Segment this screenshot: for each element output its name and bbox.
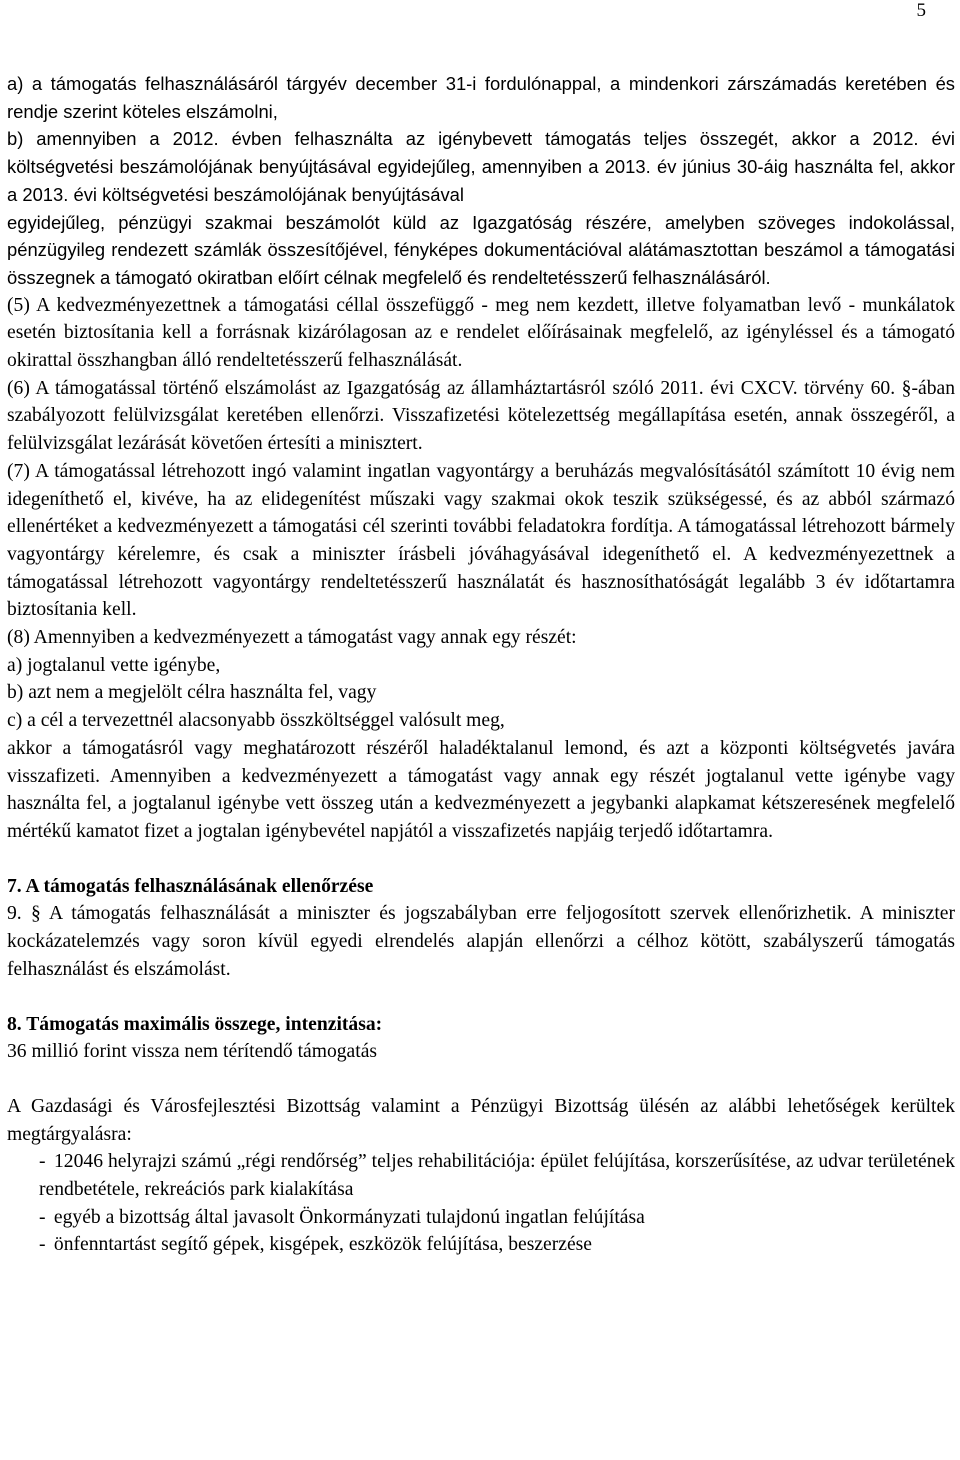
paragraph-5: (5) A kedvezményezettnek a támogatási céllal összefüggő - meg nem kezdett, illetve folyamatban levő - munkálatok esetén biztosítania kell a forrásnak kizárólagosan az e rendelet előírásainak megfelelő, az igényléssel és a támogató okirattal összhangban álló rendeltetésszerű felhasználását. <box>7 294 955 372</box>
paragraph-8-c: c) a cél a tervezettnél alacsonyabb összköltséggel valósult meg, <box>7 710 505 732</box>
list-item-text: önfenntartást segítő gépek, kisgépek, eszközök felújítása, beszerzése <box>53 1234 592 1256</box>
dash-bullet: - <box>39 1206 46 1228</box>
spacer <box>7 846 955 873</box>
paragraph-a <box>7 70 955 125</box>
list-item <box>39 1231 955 1259</box>
list-item <box>39 1204 955 1232</box>
paragraph-8-intro: (8) Amennyiben a kedvezményezett a támogatást vagy annak egy részét: <box>7 627 577 649</box>
paragraph-8-rest: akkor a támogatásról vagy meghatározott részéről haladéktalanul lemond, és azt a központi költségvetés javára visszafizeti. Amennyiben a kedvezményezett a támogatást vagy annak egy részét jogtalanul vette igénybe vagy használta fel, a jogtalanul igénybe vett összeg után a kedvezményezett a jegybanki alapkamat kétszeresének megfelelő mértékű kamatot fizet a jogtalan igénybevétel napjától a visszafizetés napjáig terjedő időtartamra. <box>7 737 955 842</box>
dash-bullet: - <box>39 1234 46 1256</box>
paragraph-6: (6) A támogatással történő elszámolást az Igazgatóság az államháztartásról szóló 2011. évi CXCV. törvény 60. §-ában szabályozott felülvizsgálat keretében ellenőrzi. Visszafizetési kötelezettség megállapítása esetén, annak összegéről, a felülvizsgálat lezárását követően értesíti a minisztert. <box>7 377 955 455</box>
section-7-text: 9. § A támogatás felhasználását a miniszter és jogszabályban erre feljogosított szervek ellenőrizhetik. A miniszter kockázatelemzés vagy soron kívül egyedi elrendelés alapján ellenőrzi a célhoz kötött, szabályszerű támogatás felhasználást és elszámolást. <box>7 903 955 980</box>
committee-intro: A Gazdasági és Városfejlesztési Bizottság valamint a Pénzügyi Bizottság ülésén az alábbi lehetőségek kerültek megtárgyalásra: <box>7 1095 955 1145</box>
item-a-prefix: a) <box>7 73 24 94</box>
section-7-heading: 7. A támogatás felhasználásának ellenőrzése <box>7 875 374 897</box>
section-8-heading: 8. Támogatás maximális összege, intenzitása: <box>7 1013 383 1035</box>
list-item-text: 12046 helyrajzi számú „régi rendőrség” teljes rehabilitációja: épület felújítása, korszerűsítése, az udvar területének rendbetétele, rekreációs park kialakítása <box>39 1151 955 1201</box>
list-item <box>39 1148 955 1203</box>
list-item-text: egyéb a bizottság által javasolt Önkormányzati tulajdonú ingatlan felújítása <box>53 1206 645 1228</box>
paragraph-8-a: a) jogtalanul vette igénybe, <box>7 654 221 676</box>
paragraph-b-part1: b) amennyiben a 2012. évben felhasználta az igénybevett támogatás teljes összegét, akkor a 2012. évi költségvetési beszámolójának benyújtásával egyidejűleg, amennyiben a 2013. év június 30-áig használta fel, akkor a 2013. évi költségvetési beszámolójának benyújtásával <box>7 128 955 205</box>
paragraph-b-part2: egyidejűleg, pénzügyi szakmai beszámolót küld az Igazgatóság részére, amelyben szöveges indokolással, pénzügyileg rendezett számlák összesítőjével, fényképes dokumentációval alátámasztottan beszámol a támogatási összegnek a támogató okiratban előírt célnak megfelelő és rendeltetésszerű felhasználásáról. <box>7 211 955 288</box>
item-a-text: a támogatás felhasználásáról tárgyév december 31-i fordulónappal, a mindenkori zárszámadás keretében és rendje szerint köteles elszámolni, <box>7 73 955 122</box>
spacer <box>7 984 955 1011</box>
section-8-amount: 36 millió forint vissza nem térítendő támogatás <box>7 1041 378 1063</box>
paragraph-8-b: b) azt nem a megjelölt célra használta fel, vagy <box>7 682 377 704</box>
paragraph-7: (7) A támogatással létrehozott ingó valamint ingatlan vagyontárgy a beruházás megvalósításától számított 10 évig nem idegeníthető el, kivéve, ha az elidegenítést műszaki vagy szakmai okok teszik szükségessé, és az abból származó ellenértéket a kedvezményezett a támogatási cél szerinti további feladatokra fordítja. A támogatással létrehozott bármely vagyontárgy kérelemre, és csak a miniszter írásbeli jóváhagyásával idegeníthető el. A kedvezményezettnek a támogatással létrehozott vagyontárgy rendeltetésszerű használatát és hasznosíthatóságát legalább 3 év időtartamra biztosítania kell. <box>7 460 955 621</box>
document-body <box>7 70 955 1259</box>
spacer <box>7 1066 955 1093</box>
page-number: 5 <box>916 0 926 21</box>
dash-bullet: - <box>39 1151 46 1173</box>
